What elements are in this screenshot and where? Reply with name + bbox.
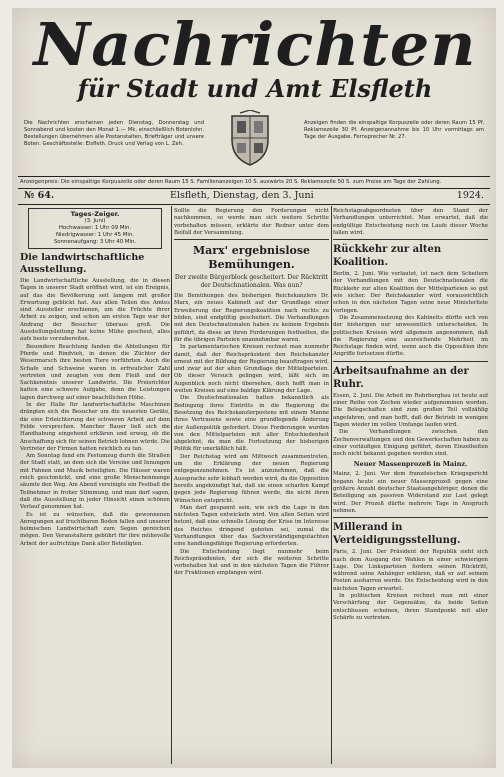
column-2 bbox=[174, 208, 329, 578]
article-headline: Marx' ergebnislose Bemühungen. bbox=[192, 244, 311, 272]
column-3 bbox=[333, 208, 488, 622]
section-rule bbox=[333, 361, 488, 362]
masthead-rule bbox=[18, 176, 490, 177]
column-continuation-text: Sollte die Regierung den Forderungen nicht nachkommen, so werde man sich weitere Schritte vorbehalten müssen, erklärte der Redner unter dem Beifall der Versammlung. bbox=[174, 208, 329, 236]
box-date: (3. Juni) bbox=[84, 218, 106, 224]
article-paragraph: In politischen Kreisen rechnet man mit einer Verschärfung der Gegensätze, da beide Seiten entschlossen scheinen, ihren Standpunkt mit aller Schärfe zu vertreten. bbox=[333, 592, 488, 621]
issue-number: № 64. bbox=[24, 190, 55, 201]
article-paragraph: Man darf gespannt sein, wie sich die Lage in den nächsten Tagen entwickeln wird. Von allen Seiten wird betont, daß eine schnelle Lösung der Krise im Interesse des Reiches dringend geboten sei, zumal die Verhandlungen über das Sachverständigengutachten eine handlungsfähige Regierung erforderten. bbox=[174, 504, 329, 548]
box-title: Tages-Zeiger. bbox=[70, 210, 120, 218]
article-headline: Rückkehr zur alten Koalition. bbox=[333, 244, 442, 269]
masthead-right-info: Anzeigen finden die einspaltige Korpuszeile oder deren Raum 15 Pf. Reklamezeile 30 Pf. Anzeigenannahme bis 10 Uhr vormittags am Tage der Ausgabe. Fernsprecher Nr. 27. bbox=[304, 120, 484, 140]
article-subhead: Neuer Massenprozeß in Mainz. bbox=[353, 460, 468, 469]
box-line: Hochwasser: 1 Uhr 09 Min. bbox=[58, 225, 132, 231]
article-paragraph: Die Landwirtschaftliche Ausstellung, die in diesen Tagen in unserer Stadt eröffnet wird, ist ein Ereignis, auf das die Bevölkerung seit langem mit großer Erwartung geblickt hat. Aus allen Teilen des Amtes sind Aussteller erschienen, um die Früchte ihrer Arbeit zu zeigen, und schon am ersten Tage war der Andrang der Besucher überaus groß. Die Ausstellungsleitung hat keine Mühe gescheut, alles aufs beste vorzubereiten. bbox=[20, 278, 170, 343]
masthead-subtitle: für Stadt und Amt Elsfleth bbox=[77, 74, 433, 103]
section-rule bbox=[174, 239, 329, 240]
section-rule bbox=[333, 517, 488, 518]
article-paragraph: Die Verhandlungen zwischen den Zechenverwaltungen und den Gewerkschaften haben zu einer vorläufigen Einigung geführt, deren Einzelheiten noch nicht bekannt gegeben worden sind. bbox=[333, 429, 488, 458]
box-line: Sonnenaufgang: 3 Uhr 40 Min. bbox=[53, 239, 137, 245]
box-line: Niedrigwasser: 1 Uhr 45 Min. bbox=[56, 232, 134, 238]
ad-price-line: Anzeigenpreis: Die einspaltige Korpuszeile oder deren Raum 15 S. Familienanzeigen 10 S. auswärts 20 S. Reklamezeile 50 S. zum Preise am Tage der Zahlung. bbox=[20, 179, 442, 185]
article-paragraph: Berlin, 2. Juni. Wie verlautet, ist nach dem Scheitern der Verhandlungen mit den Deutschnationalen die Rückkehr zur alten Koalition der Mittelparteien so gut wie sicher. Der Reichskanzler wird voraussichtlich schon in den nächsten Tagen seine neue Ministerliste vorlegen. bbox=[333, 271, 488, 314]
dateline-rule bbox=[18, 204, 490, 205]
newspaper-page bbox=[12, 8, 496, 768]
column-1 bbox=[20, 208, 170, 548]
article-paragraph: In parlamentarischen Kreisen rechnet man nunmehr damit, daß der Reichspräsident den Reichskanzler erneut mit der Bildung der Regierung beauftragen wird, und zwar auf der alten Grundlage der Mittelparteien. Ob dieser Versuch gelingen wird, läßt sich im Augenblick noch nicht übersehen, doch hofft man in weiten Kreisen auf eine baldige Klärung der Lage. bbox=[174, 344, 329, 395]
article-paragraph: Paris, 2. Juni. Der Präsident der Republik sieht sich nach dem Ausgang der Wahlen in einer schwierigen Lage. Die Linksparteien fordern seinen Rücktritt, während seine Anhänger erklären, daß er auf seinem Posten ausharren werde. Die Entscheidung wird in den nächsten Tagen erwartet. bbox=[333, 549, 488, 592]
dateline bbox=[20, 189, 488, 203]
column-divider bbox=[171, 206, 172, 764]
article-paragraph: Es ist zu wünschen, daß die gewonnenen Anregungen auf fruchtbaren Boden fallen und unserer heimischen Landwirtschaft zum Segen gereichen mögen. Den Veranstaltern gebührt für ihre mühevolle Arbeit der aufrichtige Dank aller Beteiligten. bbox=[20, 511, 170, 547]
masthead bbox=[20, 9, 490, 114]
article-subhead: Der zweite Bürgerblock gescheitert. Der Rücktritt der Deutschnationalen. Was nun? bbox=[174, 274, 329, 290]
tages-zeiger-box bbox=[28, 208, 162, 249]
article-paragraph: Die Deutschnationalen hatten bekanntlich als Bedingung ihres Eintritts in die Regierung die Besetzung des Reichskanzlerpostens mit einem Manne ihres Vertrauens sowie eine grundlegende Änderung der Außenpolitik gefordert. Diese Forderungen wurden von den Mittelparteien mit aller Entschiedenheit abgelehnt, da man die Fortsetzung der bisherigen Politik für unerläßlich hält. bbox=[174, 395, 329, 453]
article-paragraph: Der Reichstag wird am Mittwoch zusammentreten, um die Erklärung der neuen Regierung entgegenzunehmen. Es ist anzunehmen, daß die Aussprache sehr lebhaft werden wird, da die Opposition bereits angekündigt hat, daß sie einen scharfen Kampf gegen jede Regierung führen werde, die nicht ihren Wünschen entspricht. bbox=[174, 453, 329, 504]
article-headline: Die landwirtschaftliche Ausstellung. bbox=[20, 252, 145, 275]
article-paragraph: Die Zusammensetzung des Kabinetts dürfte sich von der bisherigen nur unwesentlich unterscheiden. In politischen Kreisen wird allgemein angenommen, daß die Regierung eine ausreichende Mehrheit im Reichstage finden wird, wenn auch die Opposition ihre Angriffe fortsetzen dürfte. bbox=[333, 314, 488, 358]
column-continuation-text: Reichstagsabgeordneten über den Stand der Verhandlungen unterrichtet. Man erwartet, daß die endgültige Entscheidung noch im Laufe dieser Woche fallen wird. bbox=[333, 208, 488, 236]
issue-year: 1924. bbox=[456, 190, 484, 201]
masthead-left-info: Die Nachrichten erscheinen jeden Dienstag, Donnerstag und Sonnabend und kosten den Monat 1.— Mk. einschließlich Botenlohn. Bestellungen übernehmen alle Postanstalten, Briefträger und unsere Boten. Geschäftsstelle: Elsfleth. Druck und Verlag von L. Zeh. bbox=[24, 120, 204, 147]
coat-of-arms-icon bbox=[226, 110, 274, 168]
article-paragraph: Essen, 2. Juni. Die Arbeit im Ruhrbergbau ist heute auf einer Reihe von Zechen wieder aufgenommen worden. Die Belegschaften sind zum großen Teil vollzählig angefahren, und man hofft, daß der Betrieb in wenigen Tagen wieder im vollen Umfange laufen wird. bbox=[333, 392, 488, 428]
article-paragraph: Die Entscheidung liegt nunmehr beim Reichspräsidenten, der sich die weiteren Schritte vorbehalten hat und in den nächsten Tagen die Führer der Fraktionen empfangen wird. bbox=[174, 548, 329, 577]
article-headline: Millerand in Verteidigungsstellung. bbox=[333, 522, 461, 547]
issue-place-date: Elsfleth, Dienstag, den 3. Juni bbox=[170, 190, 314, 201]
article-paragraph: Die Bemühungen des bisherigen Reichskanzlers Dr. Marx, ein neues Kabinett auf der Grundlage einer Erweiterung der Regierungskoalition nach rechts zu bilden, sind endgültig gescheitert. Die Verhandlungen mit den Deutschnationalen haben zu keinem Ergebnis geführt, da diese an ihren Forderungen festhielten, die für die übrigen Parteien unannehmbar waren. bbox=[174, 293, 329, 343]
article-paragraph: Am Sonntag fand ein Festumzug durch die Straßen der Stadt statt, an dem sich die Vereine und Innungen mit Fahnen und Musik beteiligten. Die Häuser waren reich geschmückt, und eine große Menschenmenge säumte den Weg. Am Abend vereinigte ein Festball die Teilnehmer in froher Stimmung, und man darf sagen, daß die Ausstellung in jeder Hinsicht einen schönen Verlauf genommen hat. bbox=[20, 453, 170, 511]
masthead-title: Nachrichten bbox=[33, 9, 477, 80]
article-paragraph: Besondere Beachtung fanden die Abteilungen für Pferde und Rindvieh, in denen die Züchter der Wesermarsch ihre besten Tiere vorführten. Auch die Schafe und Schweine waren in erfreulicher Zahl vertreten und zeugten von dem Fleiß und der Sachkenntnis unserer Landwirte. Die Preisrichter hatten eine schwere Aufgabe, denn die Leistungen lagen durchweg auf einer beachtlichen Höhe. bbox=[20, 343, 170, 401]
column-divider bbox=[331, 206, 332, 764]
section-rule bbox=[333, 239, 488, 240]
article-paragraph: Mainz, 2. Juni. Vor dem französischen Kriegsgericht begann heute ein neuer Massenprozeß gegen eine größere Anzahl deutscher Staatsangehöriger, denen die Beteiligung am passiven Widerstand zur Last gelegt wird. Der Prozeß dürfte mehrere Tage in Anspruch nehmen. bbox=[333, 471, 488, 514]
article-headline: Arbeitsaufnahme an der Ruhr. bbox=[333, 365, 469, 390]
article-paragraph: In der Halle für landwirtschaftliche Maschinen drängten sich die Besucher um die neuesten Geräte, die eine Erleichterung der schweren Arbeit auf dem Felde versprechen. Mancher Bauer ließ sich die Handhabung eingehend erklären und erwog, ob die Anschaffung sich für seinen Betrieb lohnen würde. Die Vertreter der Firmen hatten reichlich zu tun. bbox=[20, 402, 170, 452]
